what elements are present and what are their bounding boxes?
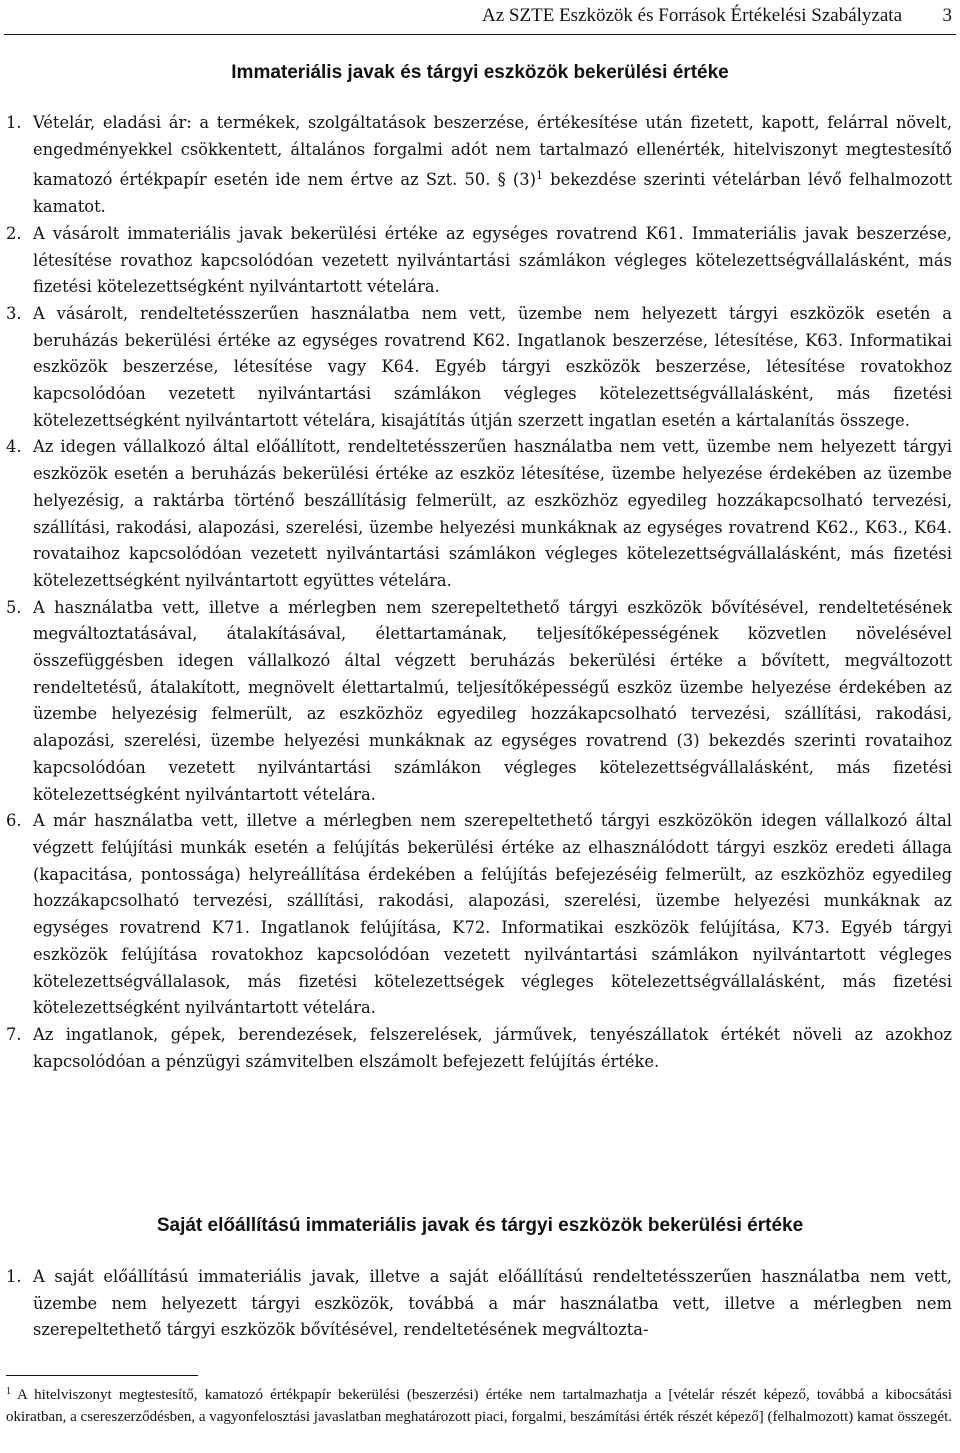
item-text: A már használatba vett, illetve a mérlegben nem szerepeltethető tárgyi eszközökön idegen vállalkozó által végzett felújítási munkák esetén a felújítás bekerülési értéke az elhasználódott tárgyi eszköz eredeti állaga (kapacitása, pontossága) helyreállítása érdekében a felújítás befejezéséig felmerült, az eszközhöz egyedileg hozzákapcsolható tervezési, szállítási, rakodási, alapozási, szerelési, üzembe helyezési munkáknak az egységes rovatrend K71. Ingatlanok felújítása, K72. Informatikai eszközök felújítása, K73. Egyéb tárgyi eszközök felújítása rovatokhoz kapcsolódóan vezetett nyilvántartási számlákon nyilvántartott végleges kötelezettségvállalasok, más fizetési kötelezettségek végleges kötelezettségvállalásként, más fizetési kötelezettségként nyilvántartott vételára. — [33, 811, 952, 1018]
page-header — [0, 0, 960, 34]
header-title: Az SZTE Eszközök és Források Értékelési Szabályzata — [482, 5, 902, 26]
item-number: 7. — [6, 1024, 22, 1044]
item-number: 1. — [6, 113, 22, 132]
footnote — [6, 1381, 952, 1428]
item-number: 6. — [6, 811, 22, 831]
list-item — [6, 808, 952, 1022]
section-heading-2: Saját előállítású immateriális javak és tárgyi eszközök bekerülési értéke — [156, 1215, 804, 1236]
footnote-mark: 1 — [6, 1386, 11, 1397]
item-text: Az ingatlanok, gépek, berendezések, felszerelések, járművek, tenyészállatok értékét növeli az azokhoz kapcsolódóan a pénzügyi számvitelben elszámolt befejezett felújítás értéke. — [33, 1024, 952, 1071]
list-item — [6, 1264, 952, 1344]
section2-list — [6, 1264, 952, 1344]
list-item — [6, 301, 952, 435]
item-text: A saját előállítású immateriális javak, illetve a saját előállítású rendeltetésszerűen használatba nem vett, üzembe nem helyezett tárgyi eszközök, továbbá a már használatba vett, illetve a mérlegben nem szerepeltethető tárgyi eszközök bővítésével, rendeltetésének megváltozta- — [33, 1267, 952, 1340]
item-number: 1. — [6, 1267, 22, 1286]
list-item — [6, 221, 952, 301]
item-text: A vásárolt, rendeltetésszerűen használatba nem vett, üzembe nem helyezett tárgyi eszközök esetén a beruházás bekerülési értéke az egységes rovatrend K62. Ingatlanok beszerzése, létesítése, K63. Informatikai eszközök beszerzése, létesítése vagy K64. Egyéb tárgyi eszközök beszerzése, létesítése rovatokhoz kapcsolódóan vezetett nyilvántartási számlákon végleges kötelezettségvállalásként, más fizetési kötelezettségként nyilvántartott vételára, kisajátítás útján szerzett ingatlan esetén a kártalanítás összege. — [33, 303, 952, 430]
section1-list — [6, 110, 952, 1075]
item-number: 2. — [6, 223, 22, 243]
list-item — [6, 434, 952, 594]
footnote-reference[interactable]: 1 — [535, 169, 543, 183]
list-item — [6, 110, 952, 221]
item-text-continued: bekezdése szerinti vételárban lévő felhalmozott kamatot. — [33, 170, 952, 217]
item-text: A használatba vett, illetve a mérlegben nem szerepeltethető tárgyi eszközök bővítésével, rendeltetésének megváltoztatásával, átalakításával, élettartamának, teljesítőképességének közvetlen növelésével összefüggésben idegen vállalkozó által végzett beruházás bekerülési értéke a bővített, megváltozott rendeltetésű, átalakított, megnövelt élettartalmú, teljesítőképességű eszköz üzembe helyezése érdekében az üzembe helyezésig felmerült, az eszközhöz egyedileg hozzákapcsolható tervezési, szállítási, rakodási, alapozási, szerelési, üzembe helyezési munkáknak az egységes rovatrend (3) bekezdés szerinti rovataihoz kapcsolódóan vezetett nyilvántartási számlákon végleges kötelezettségvállalásként, más fizetési kötelezettségként nyilvántartott vételára. — [33, 597, 952, 804]
footnote-text: A hitelviszonyt megtestesítő, kamatozó értékpapír bekerülési (beszerzési) értéke nem tartalmazhatja a [vételár részét képező, továbbá a kibocsátási okiratban, a csereszerződésben, a vagyonfelosztási javaslatban meghatározott piaci, forgalmi, beszámítási érték részét képező] (felhalmozott) kamat összegét. — [6, 1387, 952, 1425]
item-text: Vételár, eladási ár: a termékek, szolgáltatások beszerzése, értékesítése után fizetett, kapott, felárral növelt, engedményekkel csökkentett, általános forgalmi adót nem tartalmazó ellenérték, hitelviszonyt megtestesítő kamatozó értékpapír esetén ide nem értve az Szt. 50. § (3) — [33, 113, 952, 190]
item-number: 4. — [6, 437, 22, 457]
item-text: A vásárolt immateriális javak bekerülési értéke az egységes rovatrend K61. Immateriális javak beszerzése, létesítése rovathoz kapcsolódóan vezetett nyilvántartási számlákon végleges kötelezettségvállalásként, más fizetési kötelezettségként nyilvántartott vételára. — [33, 223, 952, 297]
list-item — [6, 1022, 952, 1075]
item-text: Az idegen vállalkozó által előállított, rendeltetésszerűen használatba nem vett, üzembe nem helyezett tárgyi eszközök esetén a beruházás bekerülési értéke az eszköz létesítése, üzembe helyezése érdekében az üzembe helyezésig, a raktárba történő beszállításig felmerült, az eszközhöz egyedileg hozzákapcsolható tervezési, szállítási, rakodási, alapozási, szerelési, üzembe helyezési munkáknak az egységes rovatrend K62., K63., K64. rovataihoz kapcsolódóan vezetett nyilvántartási számlákon végleges kötelezettségvállalásként, más fizetési kötelezettségként nyilvántartott együttes vételára. — [33, 437, 952, 590]
list-item — [6, 595, 952, 809]
item-number: 3. — [6, 303, 22, 323]
section-heading-1: Immateriális javak és tárgyi eszközök bekerülési értéke — [231, 62, 729, 83]
item-number: 5. — [6, 597, 22, 617]
header-divider — [4, 34, 956, 35]
footnote-divider — [6, 1375, 198, 1376]
page-number: 3 — [942, 5, 952, 26]
